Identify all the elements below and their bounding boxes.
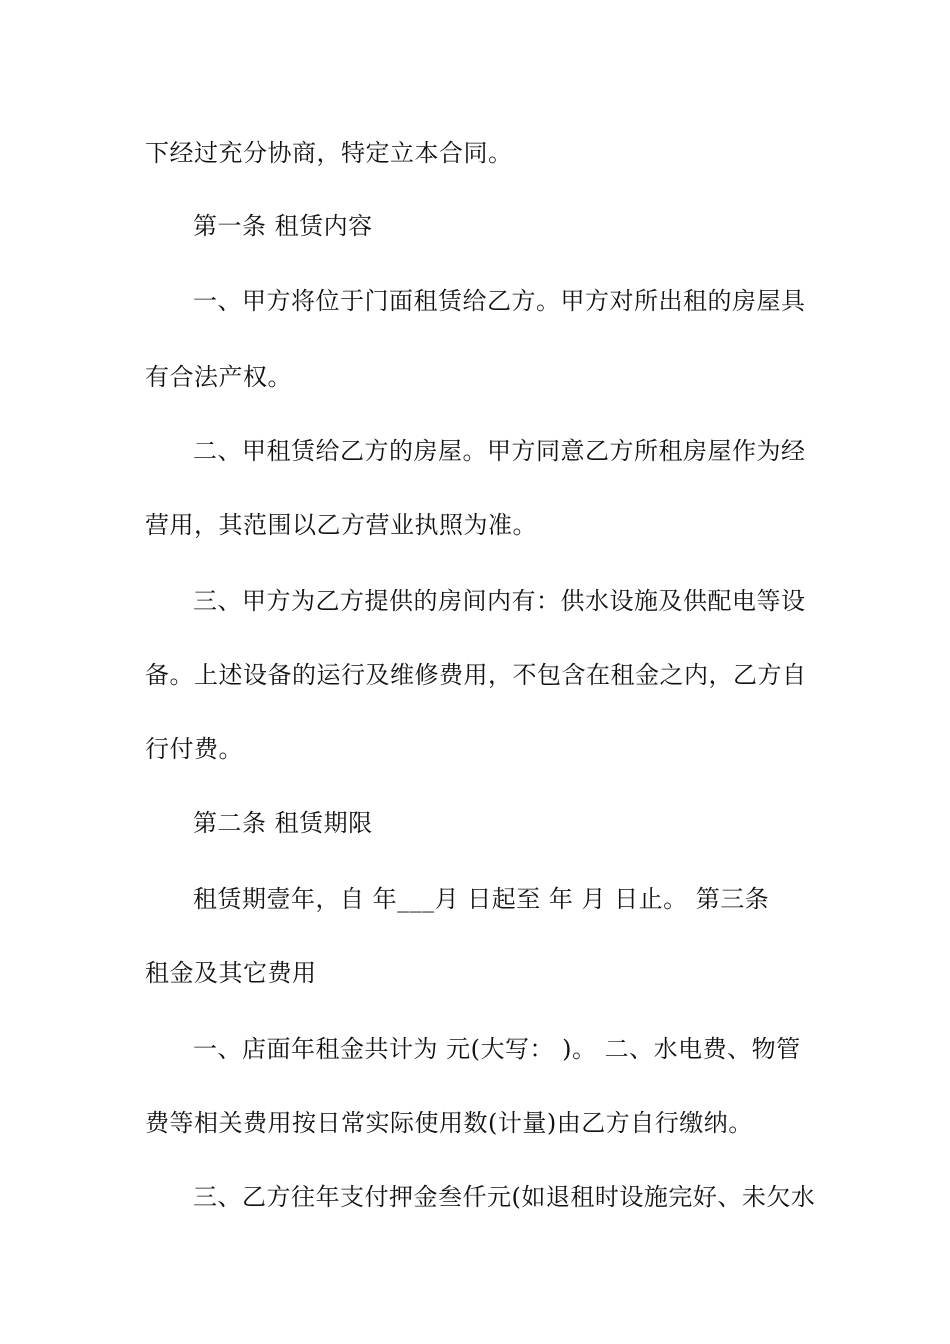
text-line-7: 三、甲方为乙方提供的房间内有：供水设施及供配电等设 (193, 587, 806, 615)
text-line-12: 租金及其它费用 (145, 959, 317, 987)
text-line-15: 三、乙方往年支付押金叁仟元(如退租时设施完好、未欠水 (193, 1183, 816, 1211)
text-line-1: 下经过充分协商，特定立本合同。 (145, 139, 513, 167)
article-2-heading: 第二条 租赁期限 (193, 809, 373, 837)
text-line-14: 费等相关费用按日常实际使用数(计量)由乙方自行缴纳。 (145, 1109, 753, 1137)
text-line-9: 行付费。 (145, 735, 243, 763)
text-line-11: 租赁期壹年，自 年___月 日起至 年 月 日止。 第三条 (193, 885, 770, 913)
text-line-8: 备。上述设备的运行及维修费用，不包含在租金之内，乙方自 (145, 661, 807, 689)
text-line-3: 一、甲方将位于门面租赁给乙方。甲方对所出租的房屋具 (193, 287, 806, 315)
article-1-heading: 第一条 租赁内容 (193, 212, 373, 240)
text-line-5: 二、甲租赁给乙方的房屋。甲方同意乙方所租房屋作为经 (193, 437, 806, 465)
text-line-6: 营用，其范围以乙方营业执照为准。 (145, 511, 537, 539)
text-line-13: 一、店面年租金共计为 元(大写： )。 二、水电费、物管 (193, 1035, 801, 1063)
text-line-4: 有合法产权。 (145, 363, 292, 391)
